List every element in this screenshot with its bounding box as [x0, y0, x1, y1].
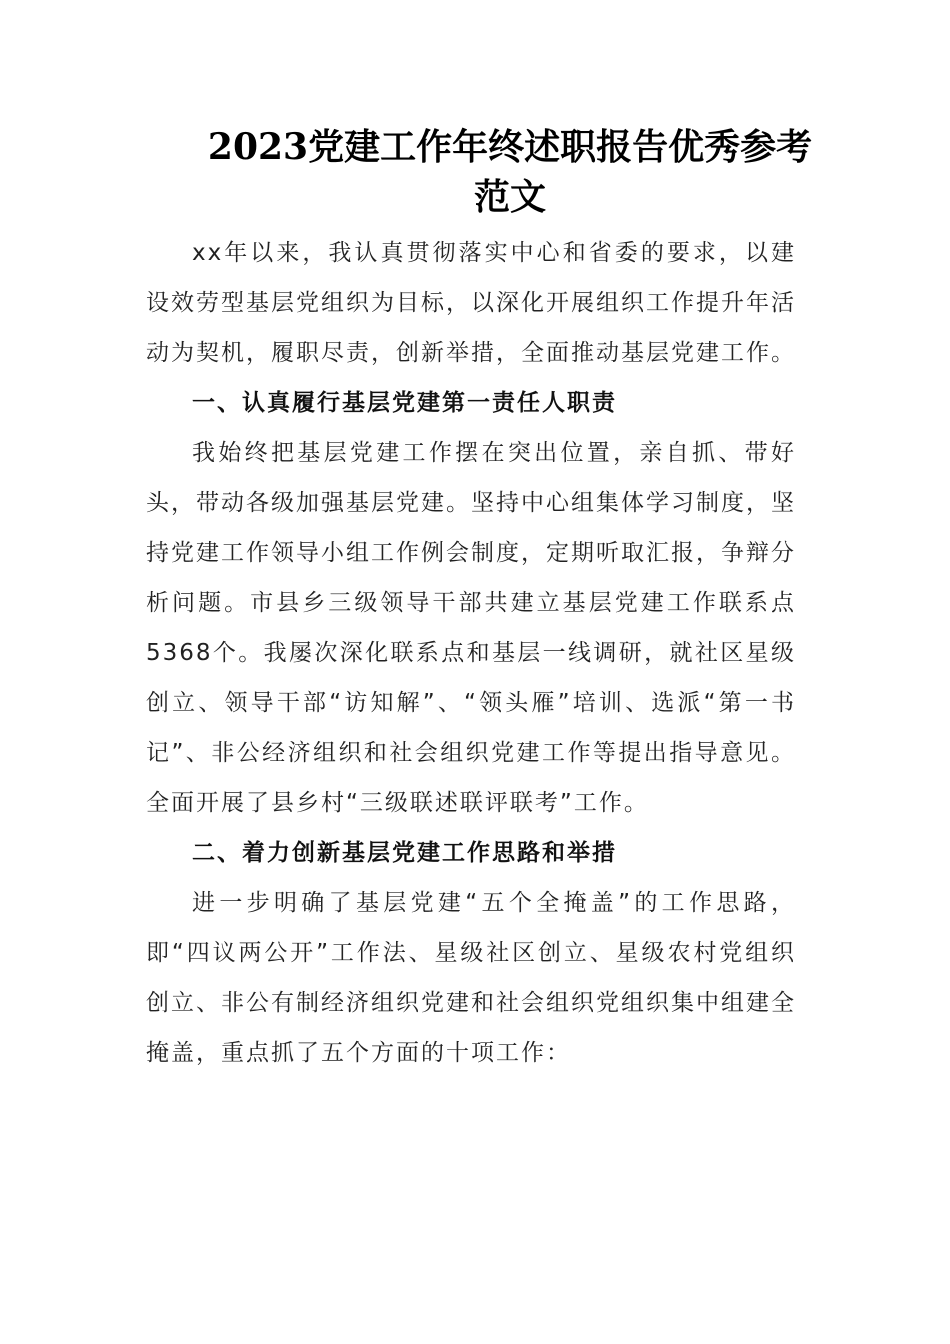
section-heading-2: 二、着力创新基层党建工作思路和举措 — [192, 840, 617, 866]
document-title: 2023党建工作年终述职报告优秀参考范文 — [207, 126, 813, 218]
document-body — [146, 228, 796, 1078]
paragraph-section-2: 进一步明确了基层党建“五个全掩盖”的工作思路，即“四议两公开”工作法、星级社区创立、星级农村党组织创立、非公有制经济组织党建和社会组织党组织集中组建全掩盖，重点抓了五个方面的十项工作： — [146, 890, 796, 1066]
paragraph-section-1: 我始终把基层党建工作摆在突出位置，亲自抓、带好头，带动各级加强基层党建。坚持中心组集体学习制度，坚持党建工作领导小组工作例会制度，定期听取汇报，争辩分析问题。市县乡三级领导干部共建立基层党建工作联系点5368个。我屡次深化联系点和基层一线调研，就社区星级创立、领导干部“访知解”、“领头雁”培训、选派“第一书记”、非公经济组织和社会组织党建工作等提出指导意见。全面开展了县乡村“三级联述联评联考”工作。 — [146, 440, 796, 816]
paragraph-intro: xx年以来，我认真贯彻落实中心和省委的要求，以建设效劳型基层党组织为目标，以深化开展组织工作提升年活动为契机，履职尽责，创新举措，全面推动基层党建工作。 — [146, 240, 796, 366]
section-heading-1: 一、认真履行基层党建第一责任人职责 — [192, 390, 617, 416]
